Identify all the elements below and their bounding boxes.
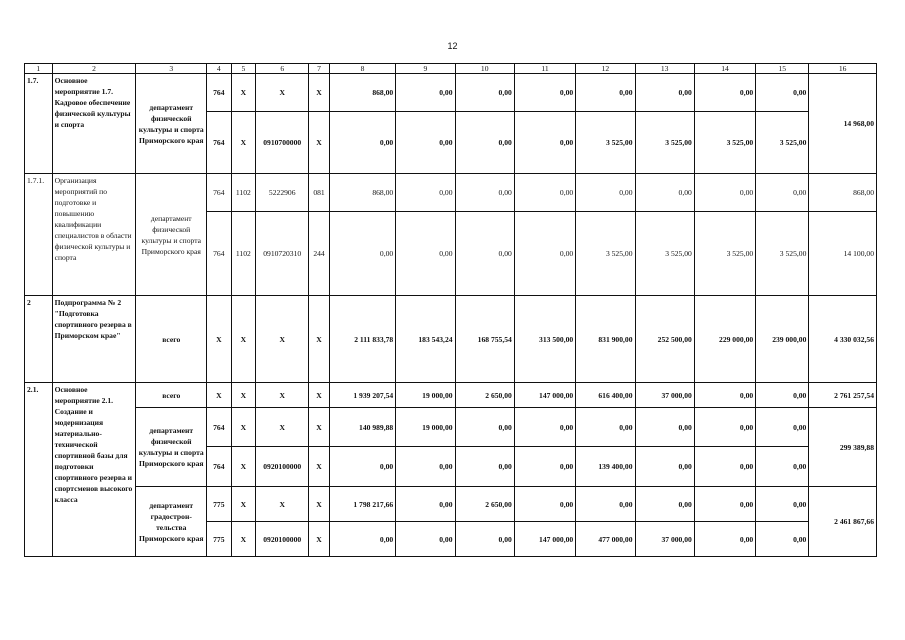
executor: департамент физической культуры и спорта Приморского края xyxy=(136,408,207,487)
value-cell: 0,00 xyxy=(756,383,809,408)
expense-type: 244 xyxy=(309,212,329,296)
budget-table xyxy=(24,63,877,557)
section-code: X xyxy=(231,383,256,408)
value-cell: 3 525,00 xyxy=(576,212,635,296)
value-cell: 0,00 xyxy=(635,174,694,212)
section-code: X xyxy=(231,447,256,487)
value-cell: 0,00 xyxy=(694,408,755,447)
value-cell: 0,00 xyxy=(329,447,395,487)
value-cell: 0,00 xyxy=(576,487,635,522)
value-cell: 0,00 xyxy=(756,74,809,112)
value-cell: 0,00 xyxy=(576,174,635,212)
value-cell: 0,00 xyxy=(455,112,514,174)
value-cell: 0,00 xyxy=(635,447,694,487)
value-cell: 0,00 xyxy=(455,74,514,112)
value-cell: 0,00 xyxy=(514,174,575,212)
expense-type: X xyxy=(309,408,329,447)
value-cell: 0,00 xyxy=(514,447,575,487)
value-cell: 0,00 xyxy=(455,447,514,487)
grbs-code: 775 xyxy=(207,487,232,522)
value-cell: 313 500,00 xyxy=(514,296,575,383)
total-cell: 868,00 xyxy=(809,174,877,212)
section-code: X xyxy=(231,408,256,447)
value-cell: 3 525,00 xyxy=(756,212,809,296)
value-cell: 0,00 xyxy=(694,447,755,487)
grbs-code: 764 xyxy=(207,447,232,487)
value-cell: 477 000,00 xyxy=(576,522,635,557)
value-cell: 616 400,00 xyxy=(576,383,635,408)
value-cell: 0,00 xyxy=(514,487,575,522)
value-cell: 0,00 xyxy=(455,408,514,447)
value-cell: 0,00 xyxy=(329,522,395,557)
value-cell: 0,00 xyxy=(396,212,455,296)
value-cell: 3 525,00 xyxy=(635,112,694,174)
value-cell: 0,00 xyxy=(396,447,455,487)
table-row xyxy=(25,408,877,447)
header-cell: 12 xyxy=(576,64,635,74)
target-article: 0910700000 xyxy=(256,112,309,174)
value-cell: 0,00 xyxy=(694,383,755,408)
value-cell: 0,00 xyxy=(694,174,755,212)
grbs-code: 775 xyxy=(207,522,232,557)
value-cell: 2 111 833,78 xyxy=(329,296,395,383)
grbs-code: X xyxy=(207,383,232,408)
table-row xyxy=(25,487,877,522)
value-cell: 147 000,00 xyxy=(514,383,575,408)
executor: департамент физической культуры и спорта Приморского края xyxy=(136,174,207,296)
section-code: X xyxy=(231,112,256,174)
value-cell: 37 000,00 xyxy=(635,383,694,408)
expense-type: X xyxy=(309,296,329,383)
value-cell: 229 000,00 xyxy=(694,296,755,383)
executor: всего xyxy=(136,383,207,408)
grbs-code: 764 xyxy=(207,408,232,447)
header-cell: 13 xyxy=(635,64,694,74)
value-cell: 0,00 xyxy=(694,522,755,557)
value-cell: 19 000,00 xyxy=(396,383,455,408)
event-name: Организация мероприятий по подготовке и повышению квалификации специалистов в области физической культуры и спорта xyxy=(52,174,136,296)
value-cell: 2 650,00 xyxy=(455,383,514,408)
expense-type: X xyxy=(309,487,329,522)
value-cell: 3 525,00 xyxy=(756,112,809,174)
value-cell: 0,00 xyxy=(396,112,455,174)
header-cell: 3 xyxy=(136,64,207,74)
header-cell: 14 xyxy=(694,64,755,74)
target-article: X xyxy=(256,296,309,383)
expense-type: X xyxy=(309,112,329,174)
value-cell: 0,00 xyxy=(694,487,755,522)
value-cell: 0,00 xyxy=(514,408,575,447)
value-cell: 183 543,24 xyxy=(396,296,455,383)
section-code: 1102 xyxy=(231,174,256,212)
header-cell: 4 xyxy=(207,64,232,74)
value-cell: 0,00 xyxy=(396,74,455,112)
target-article: 0920100000 xyxy=(256,447,309,487)
value-cell: 0,00 xyxy=(514,212,575,296)
executor: всего xyxy=(136,296,207,383)
header-cell: 7 xyxy=(309,64,329,74)
value-cell: 0,00 xyxy=(576,74,635,112)
expense-type: 081 xyxy=(309,174,329,212)
value-cell: 3 525,00 xyxy=(635,212,694,296)
header-cell: 8 xyxy=(329,64,395,74)
total-cell: 2 761 257,54 xyxy=(809,383,877,408)
expense-type: X xyxy=(309,74,329,112)
grbs-code: X xyxy=(207,296,232,383)
value-cell: 3 525,00 xyxy=(694,112,755,174)
section-code: X xyxy=(231,487,256,522)
page-number: 12 xyxy=(447,41,458,51)
event-name: Основное мероприятие 2.1. Создание и модернизация материально-технической спортивной базы для подготовки спортивного резерва и спортсменов высокого класса xyxy=(52,383,136,557)
executor: департамент градострон-тельства Приморского края xyxy=(136,487,207,557)
value-cell: 0,00 xyxy=(694,74,755,112)
value-cell: 3 525,00 xyxy=(694,212,755,296)
grbs-code: 764 xyxy=(207,212,232,296)
section-code: X xyxy=(231,74,256,112)
event-name: Основное мероприятие 1.7. Кадровое обеспечение физической культуры и спорта xyxy=(52,74,136,174)
total-cell: 4 330 032,56 xyxy=(809,296,877,383)
row-number: 2 xyxy=(25,296,53,383)
target-article: 5222906 xyxy=(256,174,309,212)
target-article: 0920100000 xyxy=(256,522,309,557)
header-cell: 1 xyxy=(25,64,53,74)
value-cell: 868,00 xyxy=(329,174,395,212)
header-cell: 2 xyxy=(52,64,136,74)
value-cell: 0,00 xyxy=(455,522,514,557)
table-row xyxy=(25,296,877,383)
header-cell: 16 xyxy=(809,64,877,74)
value-cell: 0,00 xyxy=(396,487,455,522)
grbs-code: 764 xyxy=(207,174,232,212)
value-cell: 1 798 217,66 xyxy=(329,487,395,522)
header-cell: 9 xyxy=(396,64,455,74)
event-name: Подпрограмма № 2 "Подготовка спортивного резерва в Приморском крае" xyxy=(52,296,136,383)
row-number: 1.7.1. xyxy=(25,174,53,296)
value-cell: 0,00 xyxy=(756,447,809,487)
total-cell: 2 461 867,66 xyxy=(809,487,877,557)
value-cell: 0,00 xyxy=(514,74,575,112)
value-cell: 239 000,00 xyxy=(756,296,809,383)
target-article: X xyxy=(256,74,309,112)
header-row xyxy=(25,64,877,74)
expense-type: X xyxy=(309,447,329,487)
value-cell: 0,00 xyxy=(396,174,455,212)
value-cell: 0,00 xyxy=(635,408,694,447)
grbs-code: 764 xyxy=(207,112,232,174)
value-cell: 0,00 xyxy=(396,522,455,557)
value-cell: 140 989,88 xyxy=(329,408,395,447)
value-cell: 0,00 xyxy=(756,522,809,557)
value-cell: 0,00 xyxy=(455,174,514,212)
value-cell: 3 525,00 xyxy=(576,112,635,174)
value-cell: 252 500,00 xyxy=(635,296,694,383)
table-row xyxy=(25,74,877,112)
value-cell: 868,00 xyxy=(329,74,395,112)
target-article: X xyxy=(256,408,309,447)
value-cell: 0,00 xyxy=(329,112,395,174)
value-cell: 0,00 xyxy=(455,212,514,296)
table-row xyxy=(25,174,877,212)
header-cell: 5 xyxy=(231,64,256,74)
target-article: 0910720310 xyxy=(256,212,309,296)
value-cell: 0,00 xyxy=(756,487,809,522)
row-number: 2.1. xyxy=(25,383,53,557)
section-code: X xyxy=(231,296,256,383)
value-cell: 0,00 xyxy=(514,112,575,174)
value-cell: 37 000,00 xyxy=(635,522,694,557)
table-row xyxy=(25,383,877,408)
expense-type: X xyxy=(309,522,329,557)
value-cell: 0,00 xyxy=(635,487,694,522)
value-cell: 147 000,00 xyxy=(514,522,575,557)
executor: департамент физической культуры и спорта Приморского края xyxy=(136,74,207,174)
value-cell: 2 650,00 xyxy=(455,487,514,522)
value-cell: 1 939 207,54 xyxy=(329,383,395,408)
value-cell: 19 000,00 xyxy=(396,408,455,447)
total-cell: 14 100,00 xyxy=(809,212,877,296)
target-article: X xyxy=(256,487,309,522)
total-cell: 299 389,88 xyxy=(809,408,877,487)
grbs-code: 764 xyxy=(207,74,232,112)
section-code: 1102 xyxy=(231,212,256,296)
value-cell: 0,00 xyxy=(635,74,694,112)
target-article: X xyxy=(256,383,309,408)
section-code: X xyxy=(231,522,256,557)
header-cell: 15 xyxy=(756,64,809,74)
row-number: 1.7. xyxy=(25,74,53,174)
expense-type: X xyxy=(309,383,329,408)
header-cell: 6 xyxy=(256,64,309,74)
value-cell: 831 900,00 xyxy=(576,296,635,383)
value-cell: 0,00 xyxy=(576,408,635,447)
header-cell: 10 xyxy=(455,64,514,74)
value-cell: 0,00 xyxy=(329,212,395,296)
total-cell: 14 968,00 xyxy=(809,74,877,174)
value-cell: 139 400,00 xyxy=(576,447,635,487)
value-cell: 0,00 xyxy=(756,174,809,212)
value-cell: 168 755,54 xyxy=(455,296,514,383)
header-cell: 11 xyxy=(514,64,575,74)
value-cell: 0,00 xyxy=(756,408,809,447)
